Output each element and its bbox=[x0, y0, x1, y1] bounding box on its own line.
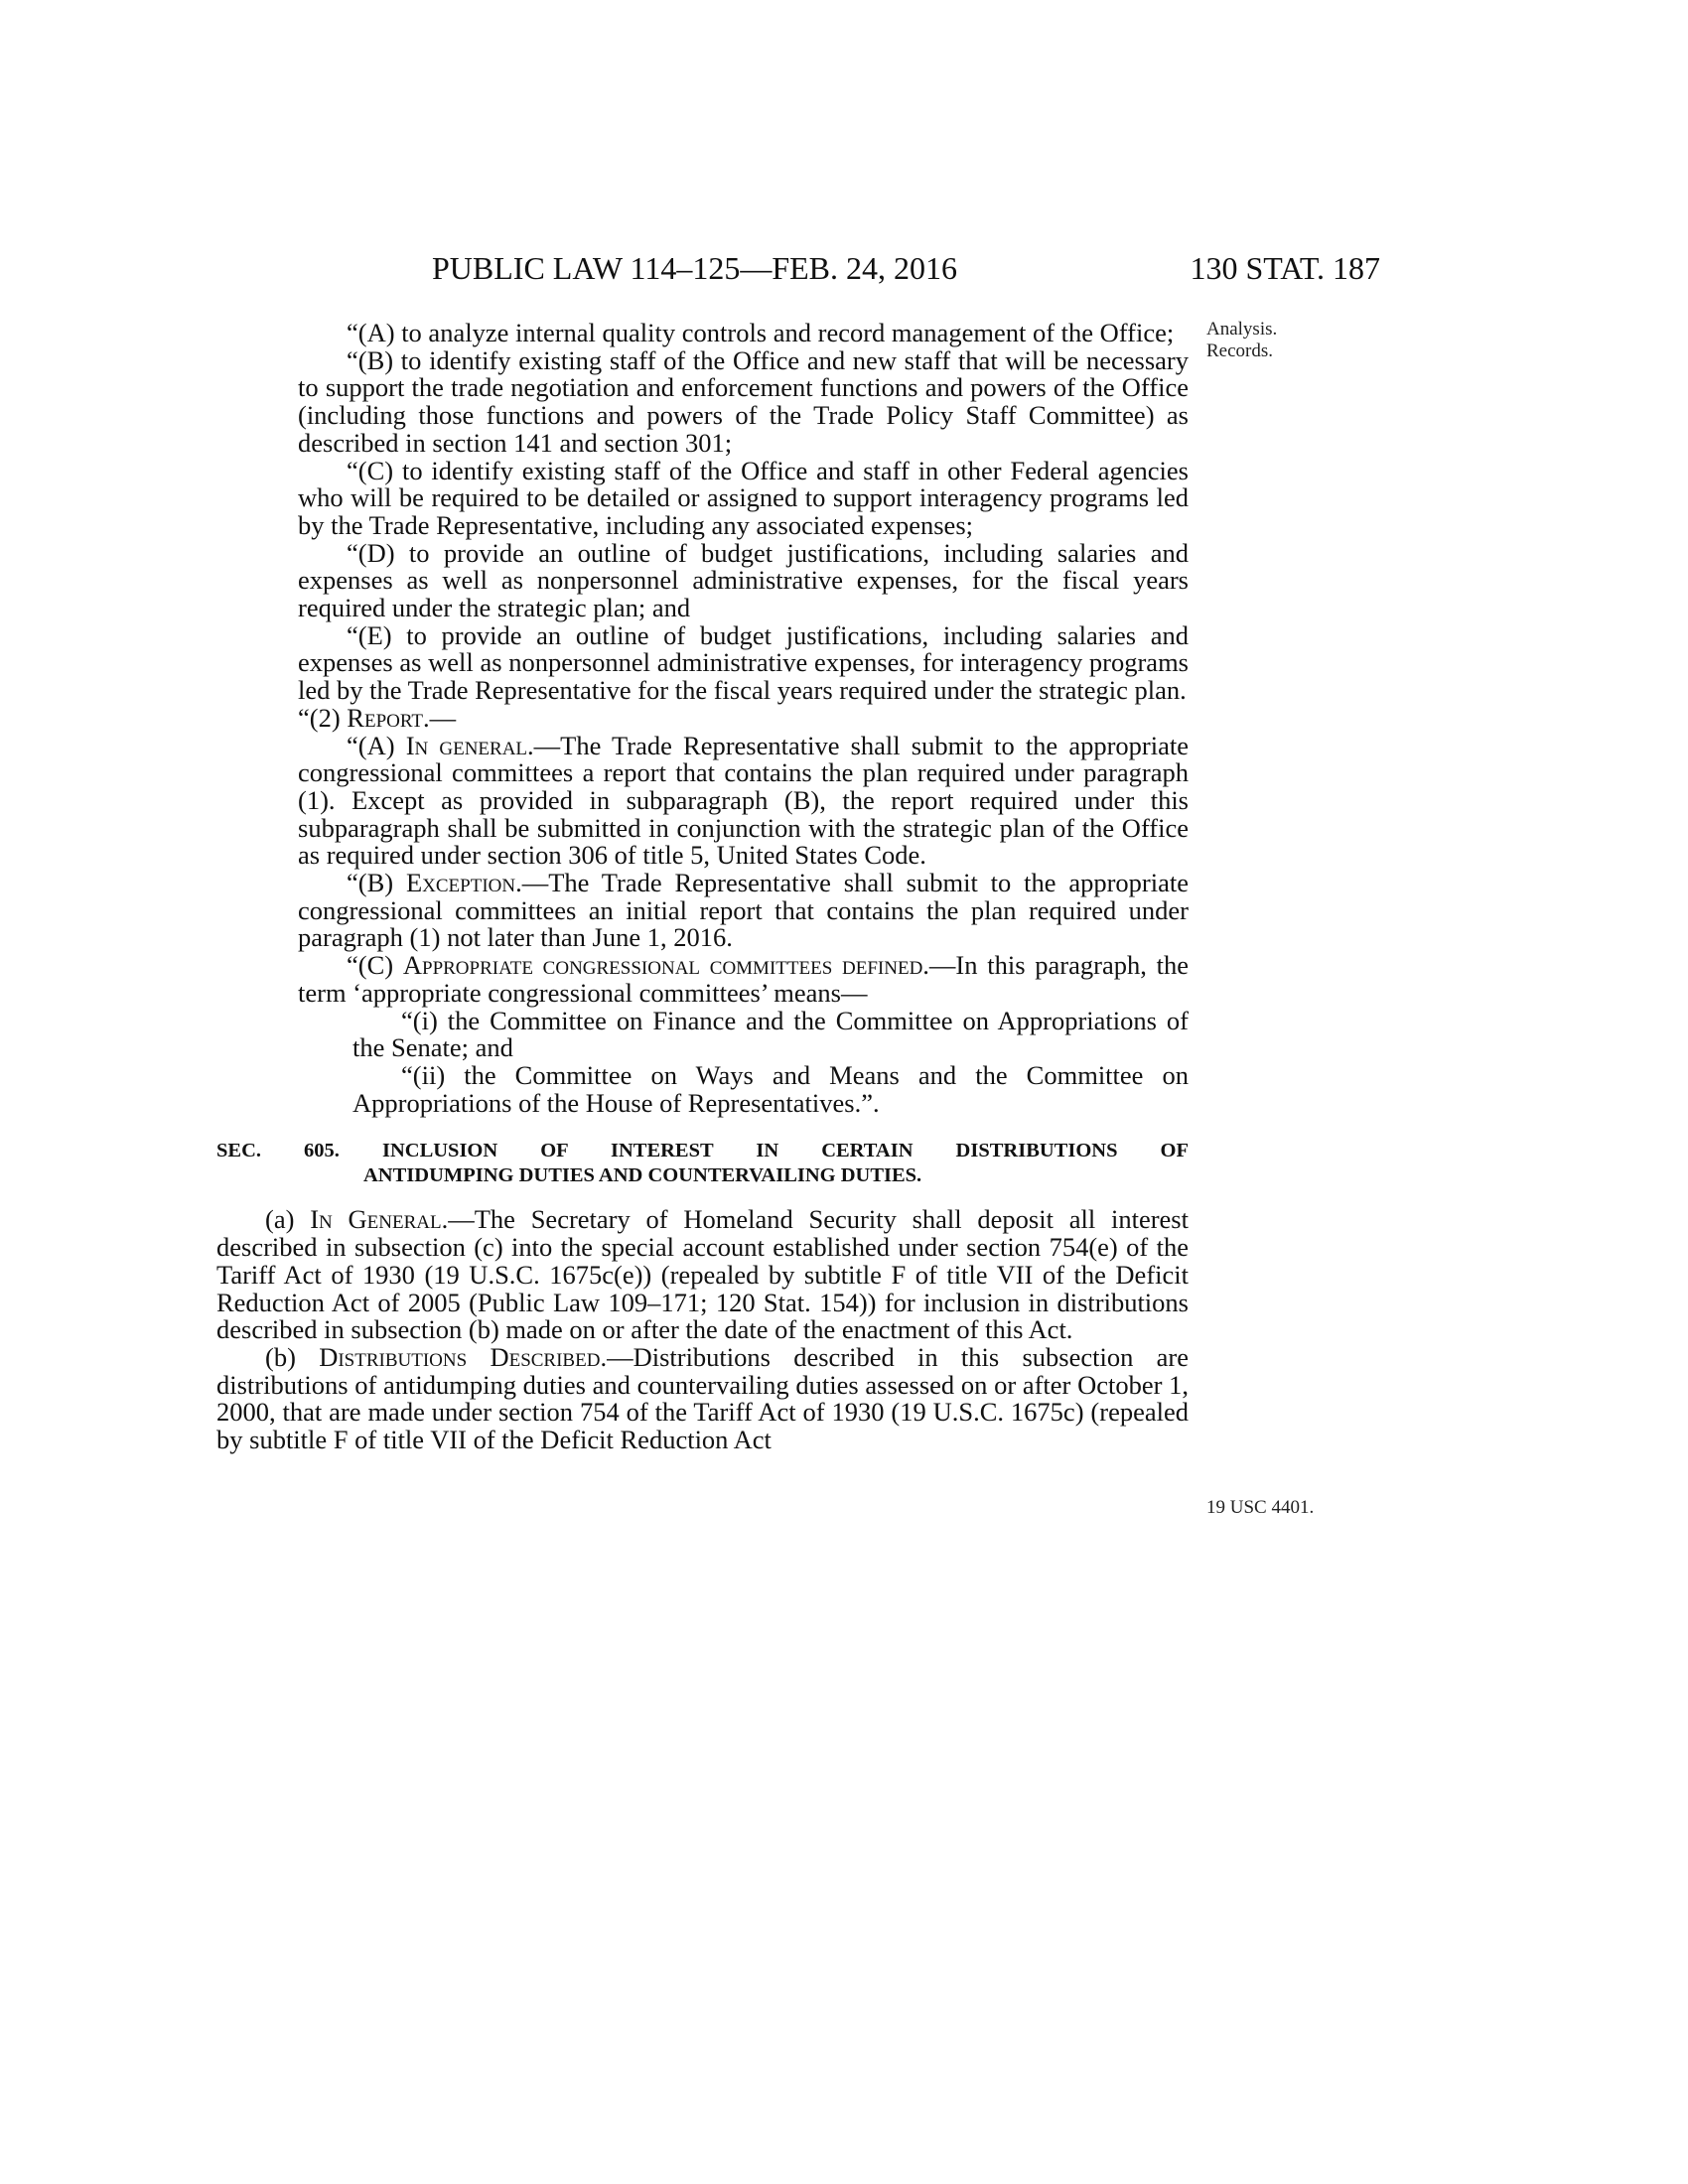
paragraph-a-in-general: “(A) In general.—The Trade Representative shall submit to the appropriate congressional committees a report that contains the plan required under paragraph (1). Except as provided in subparagraph (B), the report required under this subparagraph shall be submitted in conjunction with the strategic plan of the Office as required under section 306 of title 5, United States Code. bbox=[298, 730, 1189, 871]
paragraph-2-report: “(2) Report.— bbox=[298, 702, 457, 733]
paragraph-b-exception: “(B) Exception.—The Trade Representative shall submit to the appropriate congressional committees an initial report that contains the plan required under paragraph (1) not later than June 1, 2016. bbox=[298, 868, 1189, 953]
document-body bbox=[216, 318, 1189, 1455]
paragraph-c-identify: “(C) to identify existing staff of the Office and staff in other Federal agencies who will be required to be detailed or assigned to support interagency programs led by the Trade Representative, including any associated expenses; bbox=[298, 455, 1189, 540]
paragraph-e-outline: “(E) to provide an outline of budget justifications, including salaries and expenses as well as nonpersonnel administrative expenses, for interagency programs led by the Trade Representative for the fiscal years required under the strategic plan. bbox=[298, 619, 1189, 706]
law-citation: PUBLIC LAW 114–125—FEB. 24, 2016 bbox=[432, 250, 958, 286]
stat-page-number: 130 STAT. 187 bbox=[1190, 250, 1380, 286]
subsection-a-in-general: (a) In General.—The Secretary of Homeland Security shall deposit all interest described in subsection (c) into the special account established under section 754(e) of the Tariff Act of 1930 (19 U.S.C. 1675c(e)) (repealed by subtitle F of title VII of the Deficit Reduction Act of 2005 (Public Law 109–171; 120 Stat. 154)) for inclusion in distributions described in subsection (b) made on or after the date of the enactment of this Act. bbox=[216, 1204, 1189, 1345]
margin-note-analysis: Analysis. bbox=[1206, 319, 1278, 340]
clause-ii-house: “(ii) the Committee on Ways and Means and the Committee on Appropriations of the House of Representatives.”. bbox=[352, 1059, 1189, 1118]
margin-note-usc: 19 USC 4401. bbox=[1206, 1497, 1315, 1518]
margin-note-records: Records. bbox=[1206, 341, 1274, 361]
section-heading: SEC. 605. INCLUSION OF INTEREST IN CERTAIN DISTRIBUTIONS OF ANTIDUMPING DUTIES AND COUNTERVAILING DUTIES. bbox=[216, 1140, 1189, 1187]
subsection-b-distributions-described: (b) Distributions Described.—Distributions described in this subsection are distributions of antidumping duties and countervailing duties assessed on or after October 1, 2000, that are made under section 754 of the Tariff Act of 1930 (19 U.S.C. 1675c) (repealed by subtitle F of title VII of the Deficit Reduction Act bbox=[216, 1341, 1189, 1455]
paragraph-b-identify: “(B) to identify existing staff of the Office and new staff that will be necessary to support the trade negotiation and enforcement functions and powers of the Office (including those functions and powers of the Trade Policy Staff Committee) as described in section 141 and section 301; bbox=[298, 344, 1189, 458]
page-header bbox=[298, 248, 1380, 288]
paragraph-a-analyze: “(A) to analyze internal quality controls and record management of the Office; bbox=[347, 318, 1175, 347]
clause-i-senate: “(i) the Committee on Finance and the Committee on Appropriations of the Senate; and bbox=[352, 1005, 1189, 1063]
paragraph-c-committees-defined: “(C) Appropriate congressional committees defined.—In this paragraph, the term ‘appropriate congressional committees’ means— bbox=[298, 950, 1189, 1008]
paragraph-d-outline: “(D) to provide an outline of budget justifications, including salaries and expenses as well as nonpersonnel administrative expenses, for the fiscal years required under the strategic plan; and bbox=[298, 537, 1189, 623]
